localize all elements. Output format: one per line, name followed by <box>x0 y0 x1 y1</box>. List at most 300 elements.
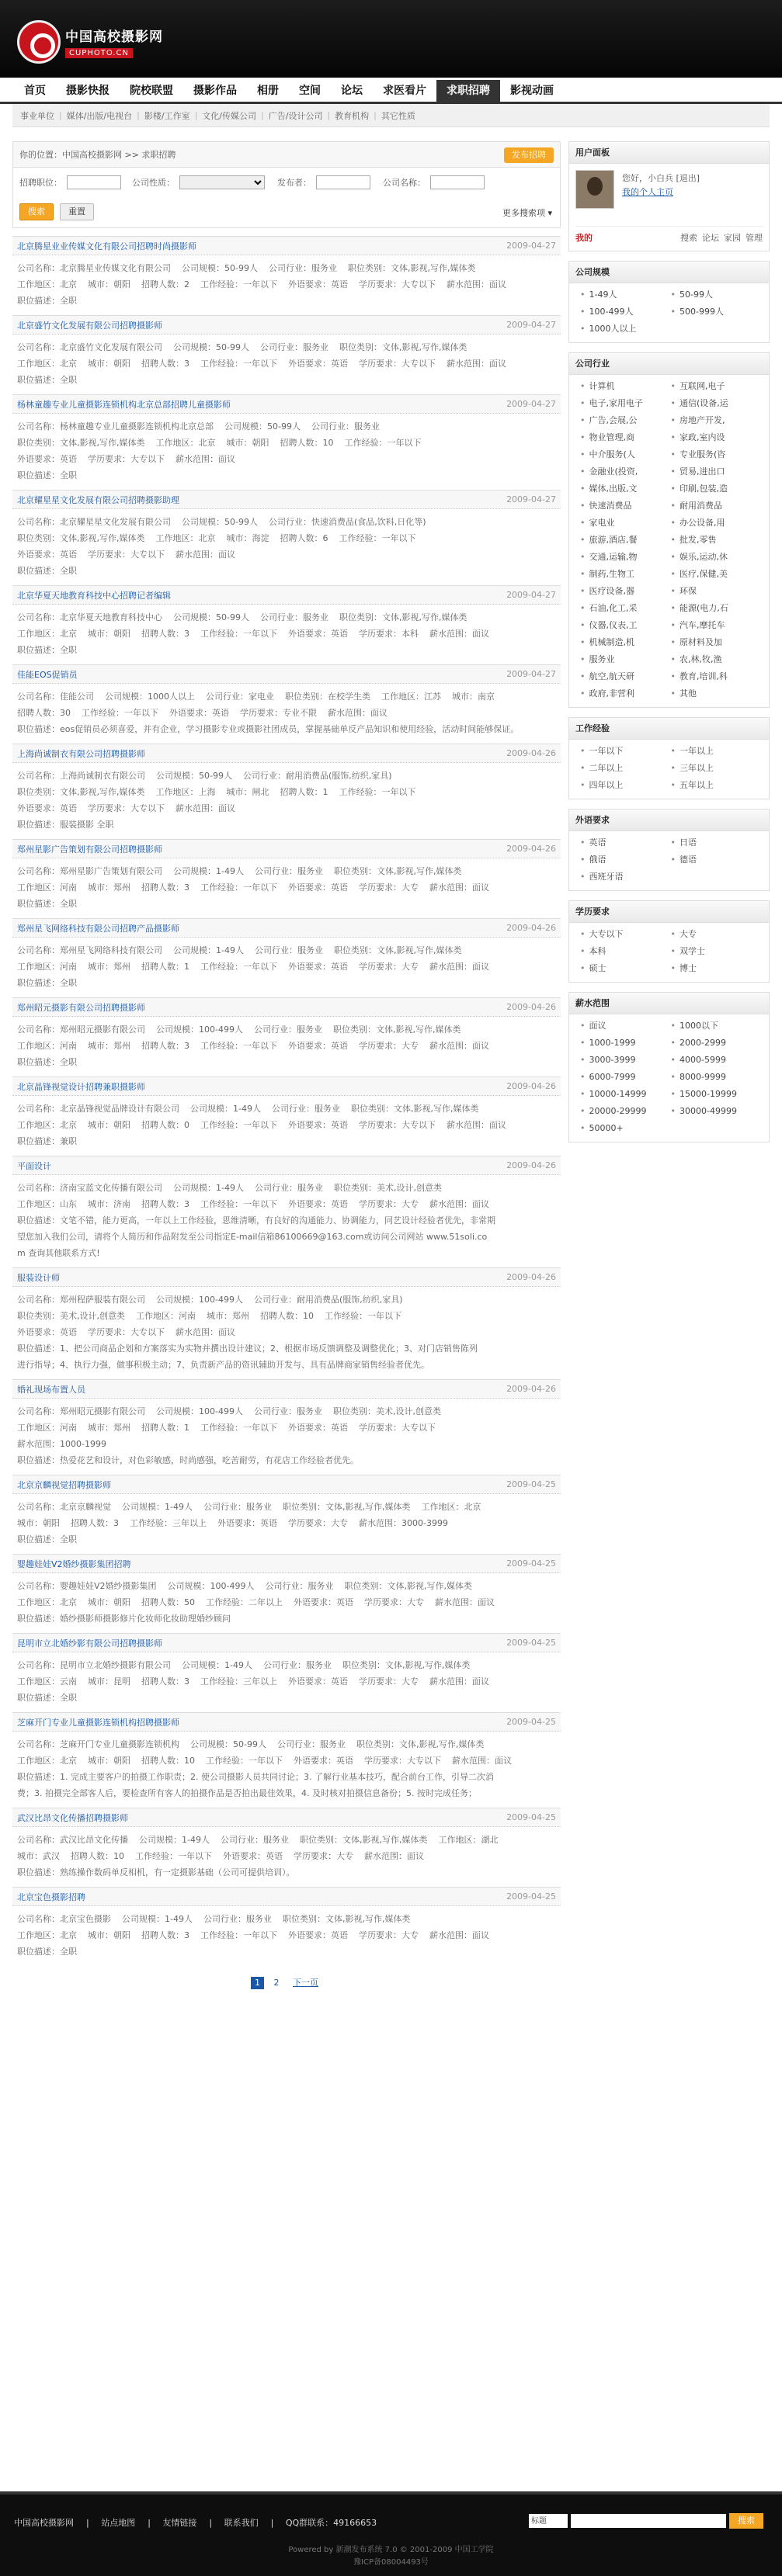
job-detail-row <box>17 563 556 579</box>
camera-logo-icon <box>17 20 61 64</box>
job-field: 公司行业：服务业 <box>203 1914 272 1924</box>
filter-link[interactable]: • 硕士 <box>580 962 671 976</box>
job-field: 公司名称：郑州程萨服装有限公司 <box>17 1295 145 1305</box>
job-field: 学历要求：大专以下 <box>88 803 165 813</box>
job-field: 学历要求：大专以下 <box>359 359 436 369</box>
filter-box <box>568 717 770 799</box>
job-field: 工作地区：河南 <box>17 1041 77 1051</box>
filter-link[interactable]: • 50-99人 <box>671 288 762 302</box>
reset-button[interactable]: 重置 <box>60 203 94 220</box>
filter-link[interactable]: • 广告,会展,公 <box>580 414 671 428</box>
job-title-link[interactable]: 郑州星影广告策划有限公司招聘摄影师 <box>17 844 162 855</box>
job-field: 学历要求：大专 <box>359 1676 419 1687</box>
site-logo[interactable] <box>17 20 163 64</box>
job-detail-row <box>17 372 556 388</box>
job-detail-row <box>17 863 556 879</box>
job-detail-row <box>17 642 556 658</box>
job-field: 招聘人数：3 <box>71 1518 119 1528</box>
job-detail-row <box>17 1911 556 1927</box>
filter-link[interactable]: • 农,林,牧,渔 <box>671 653 762 667</box>
user-link-search[interactable]: 搜索 <box>680 233 697 243</box>
user-link-forum[interactable]: 论坛 <box>702 233 719 243</box>
nav-forum[interactable]: 论坛 <box>341 85 363 97</box>
job-field: 学历要求：专业不限 <box>240 708 317 718</box>
job-field: 职位描述：全职 <box>17 1534 77 1545</box>
job-field: 外语要求：英语 <box>288 1676 348 1687</box>
job-title-link[interactable]: 芝麻开门专业儿童摄影连锁机构招聘摄影师 <box>17 1717 179 1728</box>
job-item <box>12 394 561 490</box>
job-field: 工作地区：北京 <box>17 279 77 289</box>
job-field: 工作经验：一年以下 <box>339 787 416 797</box>
subnav-item[interactable]: 广告/设计公司 <box>268 110 323 121</box>
page-2[interactable]: 2 <box>273 1978 280 1988</box>
job-field: 招聘人数：3 <box>141 1930 189 1940</box>
job-field: 公司行业：服务业 <box>253 1025 322 1035</box>
job-field: 工作经验：一年以下 <box>200 279 277 289</box>
nav-jobs[interactable]: 求职招聘 <box>436 80 500 102</box>
job-detail-row <box>17 1180 556 1196</box>
company-type-label: 公司性质： <box>132 178 175 188</box>
job-detail-row <box>17 1690 556 1706</box>
job-field: 职位类别：文体,影视,写作,媒体类 <box>333 945 462 955</box>
company-type-select[interactable] <box>179 175 265 189</box>
job-detail-row <box>17 784 556 800</box>
job-detail-row <box>17 1117 556 1133</box>
job-title-link[interactable]: 北京宝色摄影招聘 <box>17 1891 85 1902</box>
job-field: 公司规模：100-499人 <box>167 1581 255 1591</box>
filter-link[interactable]: • 西班牙语 <box>580 870 671 884</box>
job-item <box>12 585 561 664</box>
nav-home[interactable]: 首页 <box>24 85 46 97</box>
filter-link[interactable]: • 四年以上 <box>580 778 671 792</box>
job-field: 公司名称：郑州昭元摄影有限公司 <box>17 1406 145 1416</box>
filter-link[interactable]: • 汽车,摩托车 <box>671 619 762 633</box>
job-field: 薪水范围：面议 <box>429 1930 489 1940</box>
nav-news[interactable]: 摄影快报 <box>66 85 109 97</box>
filter-link[interactable]: • 本科 <box>580 945 671 959</box>
filter-link[interactable]: • 双学士 <box>671 945 762 959</box>
filter-link[interactable]: • 博士 <box>671 962 762 976</box>
filter-link[interactable]: • 批发,零售 <box>671 533 762 547</box>
page-1[interactable]: 1 <box>251 1977 264 1989</box>
job-field: 公司规模：50-99人 <box>156 771 232 781</box>
filter-link[interactable]: • 机械制造,机 <box>580 636 671 650</box>
job-item <box>12 1379 561 1475</box>
subnav-item[interactable]: 媒体/出版/电视台 <box>66 110 133 121</box>
job-title-link[interactable]: 北京京麟视觉招聘摄影师 <box>17 1479 111 1490</box>
job-field: 工作地区：北京 <box>17 1930 77 1940</box>
job-field: 城市：朝阳 <box>17 1518 60 1528</box>
filter-link[interactable]: • 1000人以上 <box>580 322 671 336</box>
job-field: 公司规模：50-99人 <box>182 263 258 273</box>
job-field: 公司行业：服务业 <box>271 1104 340 1114</box>
job-item <box>12 1475 561 1554</box>
job-field: 城市：朝阳 <box>88 1120 130 1130</box>
job-detail-row <box>17 1308 556 1324</box>
job-title-link[interactable]: 服装设计师 <box>17 1272 60 1283</box>
job-search-form <box>12 168 561 228</box>
job-field: 薪水范围：面议 <box>176 454 235 464</box>
filter-box <box>568 261 770 343</box>
job-title-link[interactable]: 北京耀星星文化发展有限公司招聘摄影助理 <box>17 494 179 505</box>
job-field: 城市：武汉 <box>17 1851 60 1861</box>
job-field: 招聘人数：30 <box>17 708 71 718</box>
job-title-link[interactable]: 北京盛竹文化发展有限公司招聘摄影师 <box>17 320 162 331</box>
logo-domain: CUPHOTO.CN <box>65 48 133 58</box>
nav-albums[interactable]: 相册 <box>257 85 279 97</box>
job-detail-row <box>17 1832 556 1848</box>
footer-search-type[interactable]: 标题 <box>529 2514 568 2528</box>
job-field: 学历要求：本科 <box>359 629 419 639</box>
filter-link[interactable]: • 航空,航天研 <box>580 670 671 684</box>
job-field: 招聘人数：3 <box>141 1041 189 1051</box>
subnav-item[interactable]: 影楼/工作室 <box>144 110 190 121</box>
filter-link[interactable]: • 快速消费品 <box>580 499 671 513</box>
job-field: 薪水范围：面议 <box>429 1199 489 1209</box>
job-detail-row <box>17 768 556 784</box>
job-field: 城市：朝阳 <box>88 1930 130 1940</box>
job-field: 公司行业：服务业 <box>203 1502 272 1512</box>
filter-link[interactable]: • 能源(电力,石 <box>671 602 762 615</box>
filter-link[interactable]: • 教育,培训,科 <box>671 670 762 684</box>
job-detail-row <box>17 942 556 959</box>
job-field: 公司规模：50-99人 <box>182 517 258 527</box>
job-field: 职位类别：文体,影视,写作,媒体类 <box>17 787 145 797</box>
job-title-link[interactable]: 北京晶锋视觉设计招聘兼职摄影师 <box>17 1081 145 1092</box>
job-field: 职位类别：美术,设计,创意类 <box>332 1406 441 1416</box>
filter-link[interactable]: • 4000-5999 <box>671 1053 762 1067</box>
job-date: 2009-04-25 <box>506 1638 556 1648</box>
job-detail-row <box>17 1436 556 1452</box>
job-detail-row <box>17 1021 556 1038</box>
job-field: 职位类别：文体,影视,写作,媒体类 <box>17 533 145 543</box>
job-detail-row <box>17 879 556 896</box>
filter-link[interactable]: • 政府,非营利 <box>580 687 671 701</box>
job-date: 2009-04-27 <box>506 494 556 504</box>
job-title-link[interactable]: 郑州昭元摄影有限公司招聘摄影师 <box>17 1002 145 1013</box>
job-field: 工作经验：一年以下 <box>135 1851 212 1861</box>
filter-link[interactable]: • 五年以上 <box>671 778 762 792</box>
job-field: 学历要求：大专以下 <box>88 1327 165 1337</box>
job-field: 城市：朝阳 <box>88 629 130 639</box>
filter-link[interactable]: • 物业管理,商 <box>580 431 671 445</box>
job-field: 工作地区：河南 <box>17 962 77 972</box>
job-detail-row <box>17 1594 556 1610</box>
filter-link[interactable]: • 中介服务(人 <box>580 448 671 462</box>
job-field: 公司名称：北京华夏天地教育科技中心 <box>17 612 162 622</box>
job-field: 公司行业：服务业 <box>265 1581 334 1591</box>
job-item <box>12 664 561 744</box>
filter-link[interactable]: • 日语 <box>671 836 762 850</box>
more-search-options[interactable]: 更多搜索项 ▾ <box>502 208 552 218</box>
filter-link[interactable]: • 耐用消费品 <box>671 499 762 513</box>
filter-link[interactable]: • 通信(设备,运 <box>671 397 762 411</box>
job-field: 学历要求：大专以下 <box>364 1756 441 1766</box>
job-field: 职位类别：文体,影视,写作,媒体类 <box>282 1914 411 1924</box>
job-detail-row <box>17 1943 556 1960</box>
subnav-item[interactable]: 其它性质 <box>381 110 415 121</box>
job-detail-row <box>17 1212 556 1229</box>
filter-link[interactable]: • 俄语 <box>580 853 671 867</box>
job-field: 职位描述：eos促销员必须喜爱，并有企业，学习摄影专业或摄影社团成员，掌握基础单反产品知识和使用经验，活动时间能够保证。 <box>17 724 520 734</box>
footer-link[interactable]: 联系我们 <box>224 2518 259 2528</box>
job-field: 职位描述：全职 <box>17 1693 77 1703</box>
filter-box <box>568 352 770 708</box>
filter-link[interactable]: • 电子,家用电子 <box>580 397 671 411</box>
nav-schools[interactable]: 院校联盟 <box>130 85 173 97</box>
job-field: 招聘人数：3 <box>141 1676 189 1687</box>
job-field: 公司规模：1-49人 <box>139 1835 210 1845</box>
filter-link[interactable]: • 3000-3999 <box>580 1053 671 1067</box>
filter-link[interactable]: • 娱乐,运动,休 <box>671 550 762 564</box>
job-field: 职位描述：热爱花艺和设计，对色彩敏感，时尚感强，吃苦耐劳，有花店工作经验者优先。 <box>17 1455 359 1465</box>
job-detail-row <box>17 688 556 705</box>
job-detail-row <box>17 1403 556 1420</box>
filter-box-title: 公司规模 <box>569 262 769 283</box>
filter-link[interactable]: • 家政,室内设 <box>671 431 762 445</box>
job-item <box>12 918 561 997</box>
filter-link[interactable]: • 三年以上 <box>671 761 762 775</box>
user-link-home[interactable]: 家园 <box>724 233 741 243</box>
job-field: 外语要求：英语 <box>169 708 229 718</box>
job-field: 城市：郑州 <box>88 882 130 893</box>
user-panel-title: 用户面板 <box>569 142 769 164</box>
job-field: 城市：朝阳 <box>226 438 269 448</box>
job-field: 公司行业：服务业 <box>254 1183 323 1193</box>
filter-link[interactable]: • 金融业(投资, <box>580 465 671 479</box>
filter-link[interactable]: • 医疗,保健,美 <box>671 567 762 581</box>
subnav-item[interactable]: 教育机构 <box>335 110 370 121</box>
job-field: 公司行业：服务业 <box>220 1835 289 1845</box>
job-title-link[interactable]: 婚礼现场布置人员 <box>17 1384 85 1395</box>
footer-link[interactable]: 中国高校摄影网 <box>14 2518 74 2528</box>
filter-link[interactable]: • 仪器,仪表,工 <box>580 619 671 633</box>
filter-link[interactable]: • 10000-14999 <box>580 1087 671 1101</box>
job-field: m 查询其他联系方式! <box>17 1248 100 1258</box>
filter-link[interactable]: • 15000-19999 <box>671 1087 762 1101</box>
job-field: 外语要求：英语 <box>288 962 348 972</box>
footer-link[interactable]: 站点地图 <box>101 2518 136 2528</box>
filter-link[interactable]: • 50000+ <box>580 1122 671 1135</box>
publisher-input[interactable] <box>316 175 370 189</box>
job-field: 外语要求：英语 <box>17 454 77 464</box>
job-title-link[interactable]: 武汉比昂文化传播招聘摄影师 <box>17 1812 128 1823</box>
filter-link[interactable]: • 家电业 <box>580 516 671 530</box>
job-date: 2009-04-27 <box>506 399 556 409</box>
nav-animation[interactable]: 影视动画 <box>510 85 554 97</box>
job-field: 学历要求：大专 <box>359 1199 419 1209</box>
job-field: 费；3. 拍摄完全部客人后，要检查所有客人的拍摄作品是否拍出最佳效果，4. 及时核对拍摄信息备份；5. 按时完成任务； <box>17 1788 477 1798</box>
avatar[interactable] <box>575 170 614 209</box>
job-field: 职位类别：文体,影视,写作,媒体类 <box>356 1739 485 1749</box>
job-detail-row <box>17 705 556 721</box>
job-detail-row <box>17 896 556 912</box>
filter-link[interactable]: • 一年以上 <box>671 744 762 758</box>
filter-link[interactable]: • 其他 <box>671 687 762 701</box>
filter-link[interactable]: • 500-999人 <box>671 305 762 319</box>
filter-link[interactable]: • 交通,运输,物 <box>580 550 671 564</box>
job-field: 工作经验：一年以下 <box>200 882 277 893</box>
filter-link[interactable]: • 1000-1999 <box>580 1036 671 1050</box>
filter-link[interactable]: • 100-499人 <box>580 305 671 319</box>
filter-link[interactable]: • 媒体,出版,文 <box>580 482 671 496</box>
job-item <box>12 1712 561 1808</box>
job-field: 公司名称：北京耀星星文化发展有限公司 <box>17 517 171 527</box>
job-field: 薪水范围：面议 <box>328 708 388 718</box>
job-field: 职位描述：全职 <box>17 470 77 480</box>
next-page[interactable]: 下一页 <box>293 1978 318 1988</box>
filter-link[interactable]: • 30000-49999 <box>671 1104 762 1118</box>
job-date: 2009-04-26 <box>506 1160 556 1170</box>
job-field: 城市：郑州 <box>88 1423 130 1433</box>
job-title-link[interactable]: 北京腾星业业传媒文化有限公司招聘时尚摄影师 <box>17 241 196 251</box>
filter-link[interactable]: • 石油,化工,采 <box>580 602 671 615</box>
user-panel <box>568 141 770 251</box>
filter-link[interactable]: • 一年以下 <box>580 744 671 758</box>
job-detail-row <box>17 1324 556 1340</box>
job-field: 招聘人数：10 <box>71 1851 124 1861</box>
job-detail-row <box>17 1420 556 1436</box>
job-field: 薪水范围：面议 <box>429 882 489 893</box>
job-title-link[interactable]: 郑州星飞网络科技有限公司招聘产品摄影师 <box>17 923 179 934</box>
job-field: 工作地区：河南 <box>17 1423 77 1433</box>
filter-link[interactable]: • 8000-9999 <box>671 1070 762 1084</box>
job-field: 职位描述：熟练操作数码单反相机，有一定摄影基础（公司可提供培训）。 <box>17 1867 295 1877</box>
job-field: 公司名称：武汉比昂文化传播 <box>17 1835 128 1845</box>
job-detail-row <box>17 339 556 355</box>
job-field: 工作经验：一年以下 <box>200 629 277 639</box>
job-field: 城市：郑州 <box>88 962 130 972</box>
filter-link[interactable]: • 英语 <box>580 836 671 850</box>
filter-link[interactable]: • 旅游,酒店,餐 <box>580 533 671 547</box>
job-field: 职位描述：1、把公司商品企划和方案落实为实物并撰出设计建议；2、根据市场反馈调整及调整优化；3、对门店销售陈列 <box>17 1343 478 1354</box>
filter-link[interactable]: • 大专以下 <box>580 927 671 941</box>
job-field: 进行指导；4、执行力强，做事积极主动；7、负责新产品的资讯辅助开发与、具有品牌商家销售经验者优先。 <box>17 1360 429 1370</box>
job-field: 职位描述：全职 <box>17 1057 77 1067</box>
job-field: 职位描述：全职 <box>17 296 77 306</box>
job-field: 公司行业：服务业 <box>259 342 328 352</box>
job-field: 工作地区：北京 <box>155 533 216 543</box>
job-detail-row <box>17 435 556 451</box>
filter-link[interactable]: • 6000-7999 <box>580 1070 671 1084</box>
job-field: 工作经验：一年以下 <box>200 1423 277 1433</box>
my-homepage-link[interactable]: 我的个人主页 <box>622 187 673 197</box>
footer-search-button[interactable]: 搜索 <box>729 2513 763 2529</box>
filter-link[interactable]: • 互联网,电子 <box>671 380 762 394</box>
filter-link[interactable]: • 医疗设备,器 <box>580 584 671 598</box>
user-link-admin[interactable]: 管理 <box>746 233 763 243</box>
footer-search-input[interactable] <box>571 2514 726 2528</box>
filter-link[interactable]: • 办公设备,用 <box>671 516 762 530</box>
company-name-input[interactable] <box>430 175 485 189</box>
filter-link[interactable]: • 印刷,包装,造 <box>671 482 762 496</box>
filter-link[interactable]: • 大专 <box>671 927 762 941</box>
job-field: 公司规模：1-49人 <box>173 1183 244 1193</box>
nav-works[interactable]: 摄影作品 <box>193 85 237 97</box>
filter-link[interactable]: • 房地产开发, <box>671 414 762 428</box>
job-title-link[interactable]: 昆明市立北婚纱影有限公司招聘摄影师 <box>17 1638 162 1649</box>
subnav-item[interactable]: 事业单位 <box>20 110 54 121</box>
job-field: 公司行业：服务业 <box>253 1406 322 1416</box>
job-title-link[interactable]: 平面设计 <box>17 1160 51 1171</box>
filter-box <box>568 900 770 983</box>
filter-link[interactable]: • 20000-29999 <box>580 1104 671 1118</box>
job-field: 工作经验：二年以上 <box>206 1597 283 1607</box>
search-button[interactable]: 搜索 <box>19 203 54 220</box>
job-detail-row <box>17 1785 556 1801</box>
job-detail-row <box>17 1864 556 1881</box>
filter-box <box>568 809 770 891</box>
job-title-link[interactable]: 杨林童趣专业儿童摄影连锁机构北京总部招聘儿童摄影师 <box>17 399 231 410</box>
job-field: 外语要求：英语 <box>288 1423 348 1433</box>
job-item <box>12 1077 561 1156</box>
job-field: 公司名称：北京京麟视觉 <box>17 1502 111 1512</box>
position-input[interactable] <box>67 175 121 189</box>
job-detail-row <box>17 1054 556 1070</box>
filter-link[interactable]: • 制药,生物工 <box>580 567 671 581</box>
job-detail-row <box>17 1499 556 1515</box>
job-item <box>12 236 561 315</box>
job-field: 城市：郑州 <box>88 1041 130 1051</box>
job-title-link[interactable]: 上海尚诚制衣有限公司招聘摄影师 <box>17 748 145 759</box>
footer-link[interactable]: 友情链接 <box>162 2518 197 2528</box>
job-detail-row <box>17 1101 556 1117</box>
job-field: 公司行业：服务业 <box>254 866 323 876</box>
job-title-link[interactable]: 佳能EOS促销员 <box>17 669 78 680</box>
breadcrumb-text: 你的位置：中国高校摄影网 >> 求职招聘 <box>19 150 176 160</box>
filter-link[interactable]: • 面议 <box>580 1019 671 1033</box>
job-field: 职位类别：文体,影视,写作,媒体类 <box>347 263 476 273</box>
nav-space[interactable]: 空间 <box>299 85 321 97</box>
user-link-mine[interactable]: 我的 <box>575 233 593 243</box>
job-item <box>12 1267 561 1379</box>
main-content <box>12 141 561 1989</box>
filter-link[interactable]: • 计算机 <box>580 380 671 394</box>
filter-link[interactable]: • 德语 <box>671 853 762 867</box>
job-field: 公司名称：郑州星影广告策划有限公司 <box>17 866 162 876</box>
nav-critique[interactable]: 求医看片 <box>383 85 426 97</box>
job-field: 工作经验：一年以下 <box>200 1120 277 1130</box>
filter-link[interactable]: • 原材料及加 <box>671 636 762 650</box>
job-field: 职位描述：婚纱摄影师摄影修片化妆师化妆助理婚纱顾问 <box>17 1614 231 1624</box>
job-field: 公司行业：服务业 <box>254 945 323 955</box>
filter-link[interactable]: • 2000-2999 <box>671 1036 762 1050</box>
filter-link[interactable]: • 服务业 <box>580 653 671 667</box>
job-field: 公司名称：婴趣娃娃V2婚纱摄影集团 <box>17 1581 157 1591</box>
job-field: 薪水范围：面议 <box>176 550 235 560</box>
job-field: 工作经验：三年以上 <box>200 1676 277 1687</box>
job-field: 职位描述：全职 <box>17 375 77 385</box>
filter-link[interactable]: • 专业服务(咨 <box>671 448 762 462</box>
filter-box-title: 学历要求 <box>569 901 769 923</box>
subnav-item[interactable]: 文化/传媒公司 <box>202 110 257 121</box>
job-date: 2009-04-26 <box>506 1272 556 1282</box>
filter-link[interactable]: • 1-49人 <box>580 288 671 302</box>
job-field: 工作经验：一年以下 <box>200 962 277 972</box>
job-field: 招聘人数：3 <box>141 629 189 639</box>
job-title-link[interactable]: 婴趣娃娃V2婚纱摄影集团招聘 <box>17 1558 131 1569</box>
job-field: 公司名称：杨林童趣专业儿童摄影连锁机构北京总部 <box>17 421 214 432</box>
job-field: 职位类别：在校学生类 <box>285 692 370 702</box>
filter-link[interactable]: • 贸易,进出口 <box>671 465 762 479</box>
filter-link[interactable]: • 二年以上 <box>580 761 671 775</box>
job-field: 职位描述：全职 <box>17 1947 77 1957</box>
job-field: 公司行业：快速消费品(食品,饮料,日化等) <box>268 517 426 527</box>
post-job-button[interactable]: 发布招聘 <box>504 147 554 163</box>
filter-link[interactable]: • 1000以下 <box>671 1019 762 1033</box>
job-title-link[interactable]: 北京华夏天地教育科技中心招聘记者编辑 <box>17 590 171 601</box>
filter-link[interactable]: • 环保 <box>671 584 762 598</box>
